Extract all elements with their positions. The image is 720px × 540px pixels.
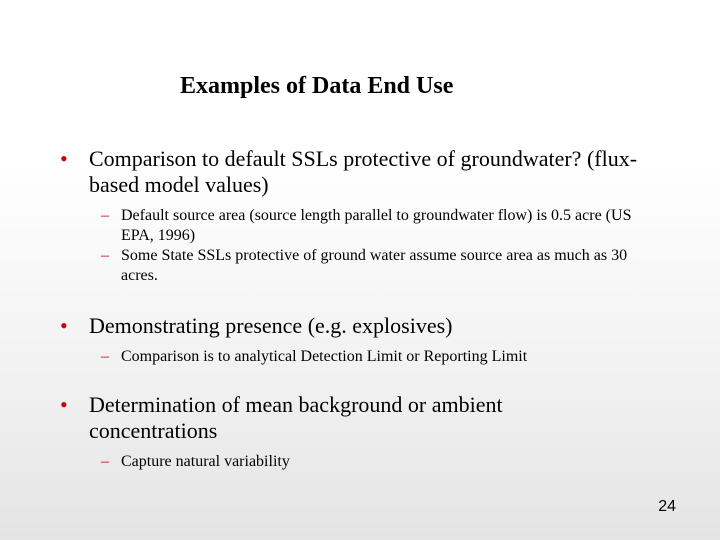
bullet-text: Determination of mean background or ambient concentrations (89, 392, 503, 443)
sub-text: Comparison is to analytical Detection Limit or Reporting Limit (121, 348, 528, 365)
bullet-text: Demonstrating presence (e.g. explosives) (89, 313, 453, 338)
bullet-text: Comparison to default SSLs protective of groundwater? (flux-based model values) (89, 146, 638, 197)
bullet-marker: • (60, 146, 68, 171)
bullet-marker: • (60, 392, 68, 417)
sub-item (101, 246, 680, 286)
sub-marker: – (101, 207, 109, 224)
page-number: 24 (658, 498, 676, 515)
bullet-item (60, 313, 680, 367)
bullet-row (60, 313, 680, 339)
sub-text: Default source area (source length parallel to groundwater flow) is 0.5 acre (US EPA, 1996) (121, 207, 632, 244)
bullet-row (60, 146, 680, 198)
sub-list (101, 347, 680, 367)
sub-item (101, 347, 680, 367)
bullet-marker: • (60, 313, 68, 338)
sub-list (101, 452, 680, 472)
sub-marker: – (101, 453, 109, 470)
bullet-item (60, 392, 680, 472)
sub-item (101, 206, 680, 246)
sub-marker: – (101, 247, 109, 264)
slide-title: Examples of Data End Use (180, 73, 454, 99)
sub-text: Some State SSLs protective of ground water assume source area as much as 30 acres. (121, 247, 628, 284)
bullet-row (60, 392, 680, 444)
sub-text: Capture natural variability (121, 453, 290, 470)
sub-item (101, 452, 680, 472)
sub-marker: – (101, 348, 109, 365)
bullet-item (60, 146, 680, 286)
sub-list (101, 206, 680, 286)
